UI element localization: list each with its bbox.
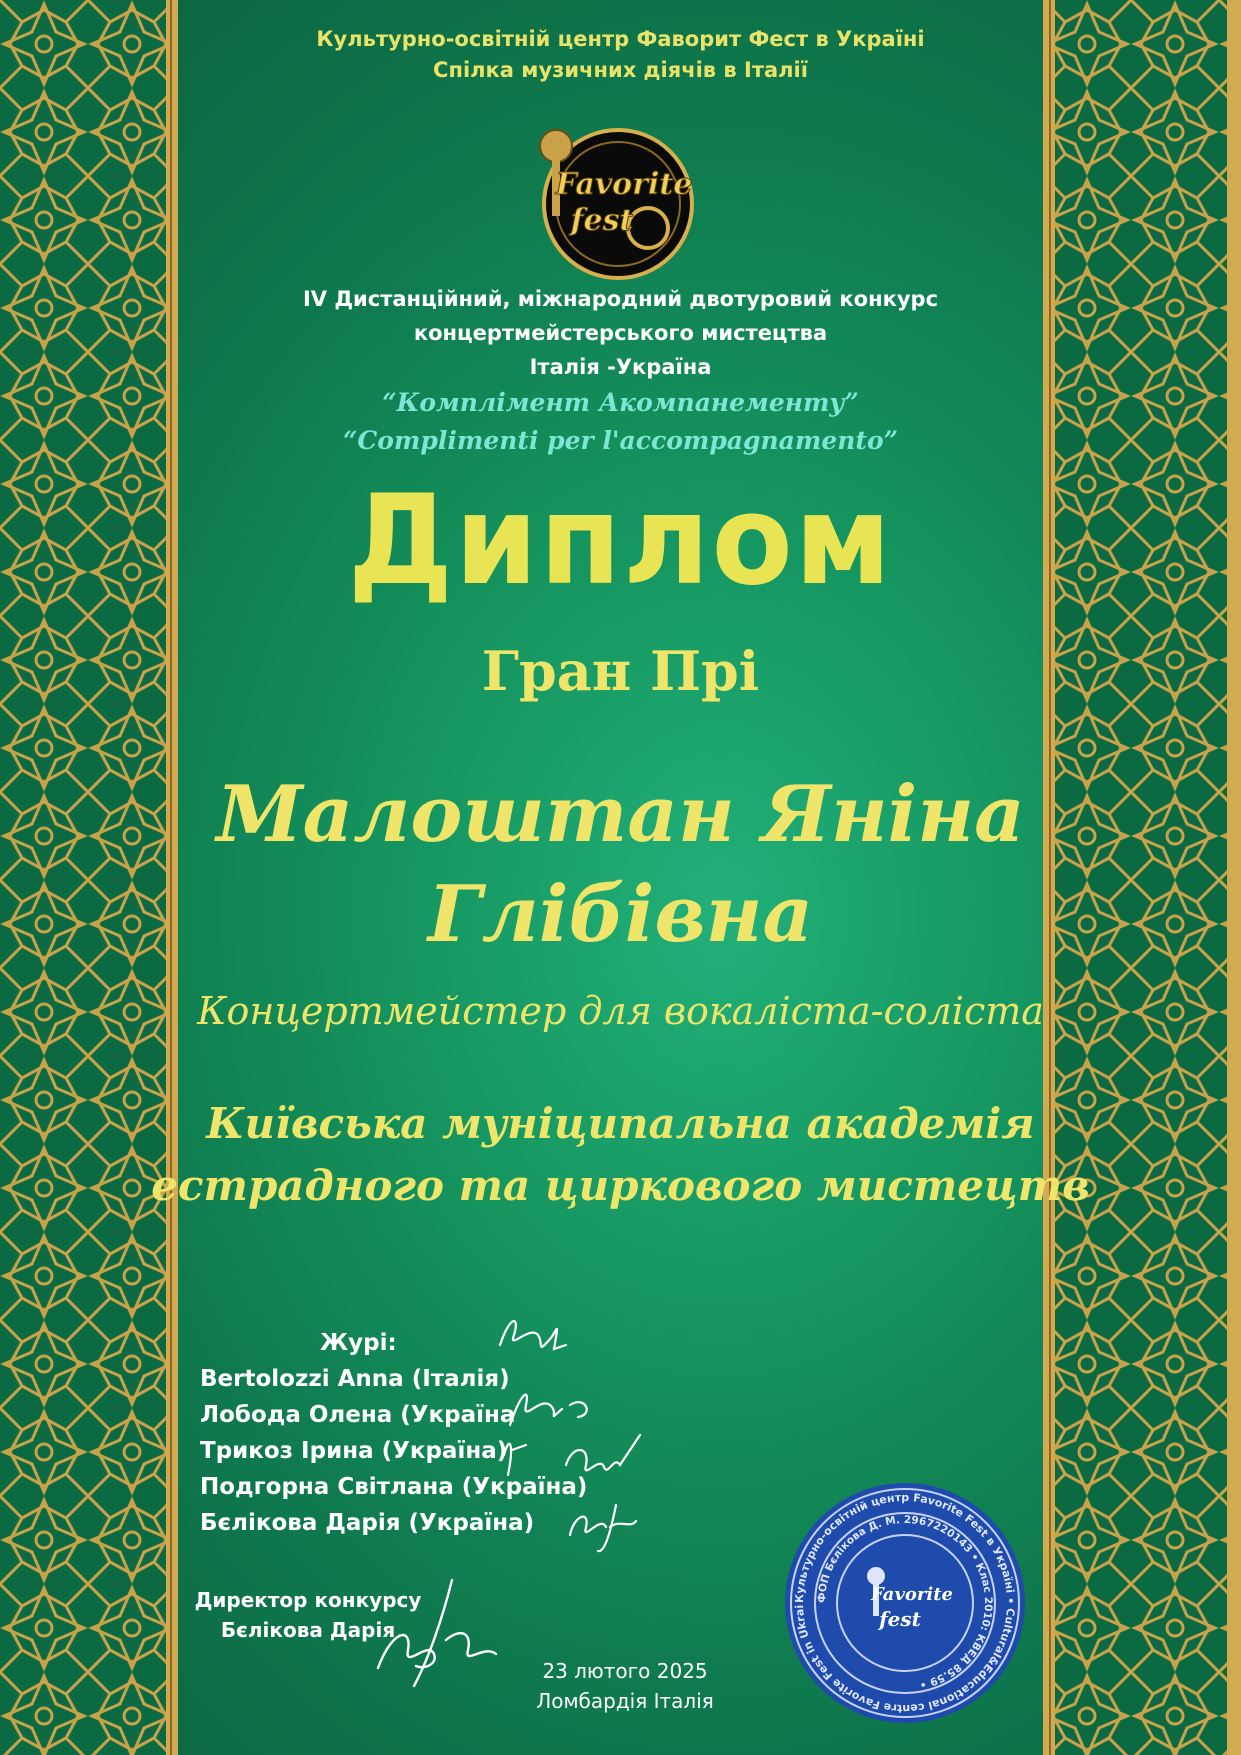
recipient-name-line: Малоштан Яніна: [216, 769, 1025, 860]
logo-text-favorite: Favorite: [555, 167, 693, 202]
slogan-ua: “Комплімент Акомпанементу”: [382, 388, 859, 417]
jury-member: Трикоз Ірина (Україна): [200, 1438, 508, 1464]
issue-date: 23 лютого 2025: [542, 1659, 708, 1683]
date-location-block: [475, 1656, 775, 1716]
favorite-fest-logo: [520, 118, 696, 286]
stamp-inner-text: ФОП Бєлікова Д. М. 2967220143 • Клас 2010: КВЕД 85.59 •: [815, 1513, 995, 1691]
award-level: Гран Прі: [481, 639, 760, 703]
logo-text-fest: fest: [570, 203, 634, 238]
stamp-outer-text: Культурно-освітній центр Favorite Fest в Україні • Cultural&Educational centre Favorite Fest in Ukrai: [792, 1490, 1018, 1716]
jury-member: Бєлікова Дарія (Україна): [200, 1510, 535, 1536]
stamp-logo-favorite: Favorite: [870, 1584, 954, 1605]
slogan-it: “Complimenti per l'accompagnamento”: [342, 426, 899, 455]
jury-signatures: [490, 1305, 670, 1555]
contest-slogan: [0, 384, 1241, 460]
jury-member: Bertolozzi Anna (Італія): [200, 1366, 510, 1392]
stamp-logo-fest: fest: [879, 1607, 921, 1631]
recipient-name-line: Глібівна: [427, 869, 814, 960]
contest-line: концертмейстерського мистецтва: [413, 321, 828, 345]
diploma-title: Диплом: [347, 467, 894, 613]
jury-header: Журі:: [320, 1330, 397, 1356]
contest-line: IV Дистанційний, міжнародний двотуровий конкурс: [302, 287, 939, 311]
jury-member: Лобода Олена (Україна: [200, 1402, 516, 1428]
director-title: Директор конкурсу: [194, 1588, 422, 1612]
contest-line: Італія -Україна: [529, 355, 712, 379]
organizer-line: Культурно-освітній центр Фаворит Фест в Україні: [316, 27, 925, 51]
institution-line: Київська муніципальна академія: [206, 1099, 1035, 1148]
issue-location: Ломбардія Італія: [536, 1689, 714, 1713]
jury-member: Подгорна Світлана (Україна): [200, 1474, 588, 1500]
institution-name: [0, 1093, 1241, 1217]
organizer-line: Спілка музичних діячів в Італії: [433, 58, 808, 82]
institution-line: естрадного та циркового мистецтв: [151, 1161, 1090, 1210]
contest-name: [0, 282, 1241, 384]
organizers-block: [0, 24, 1241, 86]
recipient-name: [0, 765, 1241, 965]
recipient-role: Концертмейстер для вокаліста-соліста: [197, 989, 1044, 1033]
director-name: Бєлікова Дарія: [220, 1618, 396, 1642]
organization-stamp: [782, 1480, 1028, 1726]
